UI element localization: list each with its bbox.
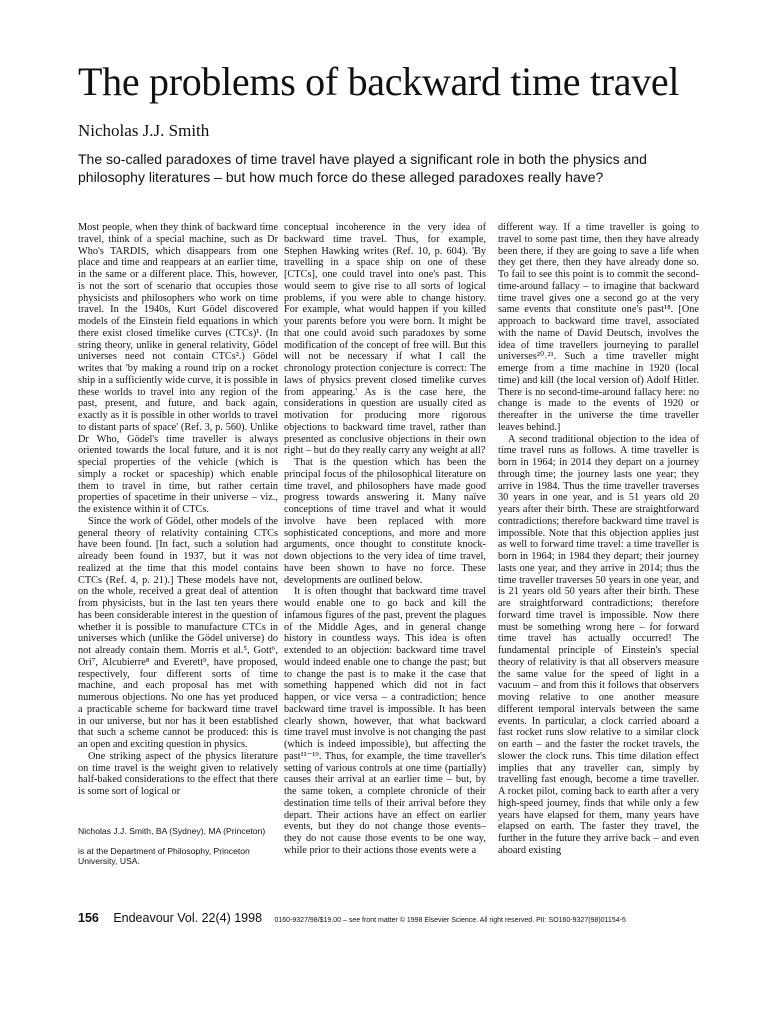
author-affiliation: is at the Department of Philosophy, Princeton University, USA.	[78, 845, 250, 866]
author-note	[78, 826, 278, 876]
paragraph: Most people, when they think of backward time travel, think of a special machine, such as Dr Who's TARDIS, which disappears from one place and time and reappears at an earlier time, in the same or a different place. This, however, is not the sort of scenario that occupies those physicists and philosophers who work on time travel. In the 1940s, Kurt Gödel discovered models of the Einstein field equations in which there exist closed timelike curves (CTCs)¹. (In string theory, unlike in general relativity, Gödel universes need not contain CTCs².) Gödel writes that 'by making a round trip on a rocket ship in a sufficiently wide curve, it is possible in these worlds to travel into any region of the past, present, and future, and back again, exactly as it is possible in other worlds to travel to distant parts of space' (Ref. 3, p. 560). Unlike Dr Who, Gödel's time traveller is always oriented towards the local future, and it is not special properties of the vehicle (which is simply a rocket or spaceship) which enable them to travel in time, but rather certain properties of spacetime in their universe – viz., the existence within it of CTCs.	[78, 222, 278, 515]
body-column-1	[78, 222, 278, 797]
paragraph: conceptual incoherence in the very idea of backward time travel. Thus, for example, Stephen Hawking writes (Ref. 10, p. 604). 'By travelling in a space ship on one of these [CTCs], one could travel into one's past. This would seem to give rise to all sorts of logical problems, if you were able to change history. For example, what would happen if you killed your parents before you were born. It might be that one could avoid such paradoxes by some modification of the concept of free will. But this will not be necessary if what I call the chronology protection conjecture is correct: The laws of physics prevent closed timelike curves from appearing.' As is the case here, the considerations in question are usually cited as motivation for producing more rigorous objections to backward time travel, rather than presented as conclusive objections in their own right – but do they really carry any weight at all?	[284, 222, 486, 457]
author-name: Nicholas J.J. Smith	[78, 121, 210, 140]
rights-statement: 0160-9327/98/$19.00 – see front matter © 1998 Elsevier Science. All right reserved. PII: SO160-9327(98)01154-5	[274, 917, 626, 924]
page-footer	[78, 909, 706, 927]
author-credentials: Nicholas J.J. Smith, BA (Sydney), MA (Princeton)	[78, 826, 266, 836]
body-column-2	[284, 222, 486, 886]
paragraph: One striking aspect of the physics literature on time travel is the weight given to relatively half-baked considerations to the effect that there is some sort of logical or	[78, 750, 278, 797]
article-title: The problems of backward time travel	[78, 59, 680, 104]
standfirst: The so-called paradoxes of time travel have played a significant role in both the physics and philosophy literatures – but how much force do these alleged paradoxes really have?	[78, 151, 647, 185]
paragraph: different way. If a time traveller is going to travel to some past time, then they have already been there, if they are going to save a life when they get there, then they have already done so. To fail to see this point is to commit the second-time-around fallacy – to imagine that backward time travel gives one a second go at the very same events that constitute one's past¹⁸. [One approach to backward time travel, associated with the name of David Deutsch, involves the idea of time travellers journeying to parallel universes²⁰˒²¹. Such a time traveller might emerge from a time machine in 1920 (local time) and kill (the local version of) Adolf Hitler. There is no second-time-around fallacy here: no change is made to the events of 1920 or thereafter in the universe the time traveller leaves behind.]	[498, 222, 699, 433]
journal-citation: Endeavour Vol. 22(4) 1998	[113, 911, 263, 925]
paragraph: That is the question which has been the principal focus of the philosophical literature on time travel, and philosophers have made good progress towards answering it. Many naïve conceptions of time travel and what it would involve have been replaced with more sophisticated conceptions, and more and more arguments, once thought to constitute knock-down objections to the very idea of time travel, have been shown to have no force. These developments are outlined below.	[284, 457, 486, 586]
paragraph: A second traditional objection to the idea of time travel runs as follows. A time traveller is born in 1964; in 2014 they depart on a journey through time; the journey lasts one year; they arrive in 1984. Thus the time traveller traverses 30 years in one year, and is 51 years old 20 years after their birth. These are straightforward contradictions; therefore backward time travel is impossible. Note that this objection applies just as well to forward time travel: a time traveller is born in 1964; in 1984 they depart; their journey lasts one year, and they arrive in 2014; thus the time traveller traverses 50 years in one year, and is 21 years old 50 years after their birth. These are straightforward contradictions; therefore forward time travel is impossible. Now there must be something wrong here – for forward time travel has actually occurred! The fundamental principle of Einstein's special theory of relativity is that all observers measure the same value for the speed of light in a vacuum – and from this it follows that observers moving relative to one another measure different temporal intervals between the same events. In particular, a clock carried aboard a fast rocket runs slow relative to a similar clock on earth – and the faster the rocket travels, the slower the clock runs. This time dilation effect implies that any traveller can, simply by travelling fast enough, become a time traveller. A rocket pilot, coming back to earth after a very high-speed journey, finds that while only a few years have elapsed for them, many years have elapsed on earth. The faster they travel, the further in the future they arrive back – and even aboard existing	[498, 433, 699, 856]
paragraph: Since the work of Gödel, other models of the general theory of relativity containing CTCs have been found. [In fact, such a solution had already been found in 1937, but it was not realized at the time that this model contains CTCs (Ref. 4, p. 21).] These models have not, on the whole, received a great deal of attention from physicists, but in the last ten years there has been considerable interest in the question of whether it is possible to manufacture CTCs in universes which (unlike the Gödel universe) do not already contain them. Morris et al.⁵, Gott⁶, Ori⁷, Alcubierre⁸ and Everett⁹, have proposed, respectively, four different sorts of time machine, and each proposal has met with numerous objections. No one has yet produced a practicable scheme for backward time travel in our universe, but nor has it been established that such a scheme cannot be produced: this is an open and exciting question in physics.	[78, 515, 278, 750]
paragraph: It is often thought that backward time travel would enable one to go back and kill the infamous figures of the past, prevent the plagues of the Middle Ages, and in general change history in countless ways. This idea is often extended to an objection: backward time travel would indeed enable one to change the past; but to change the past is to make it the case that something happened which did not in fact happen, or vice versa – a contradiction; hence backward time travel is impossible. It has been clearly shown, however, that what backward time travel must involve is not changing the past (which is indeed impossible), but affecting the past¹¹⁻¹⁹. Thus, for example, the time traveller's setting of various controls at one time (partially) causes their arrival at an earlier time – but, by the same token, a complete chronicle of their destination time tells of their arrival before they depart. Their actions have an effect on earlier events, but they do not change those events– they do not cause those events to be one way, while prior to their actions those events were a	[284, 586, 486, 856]
page-number: 156	[78, 911, 99, 925]
body-column-3	[498, 222, 699, 886]
